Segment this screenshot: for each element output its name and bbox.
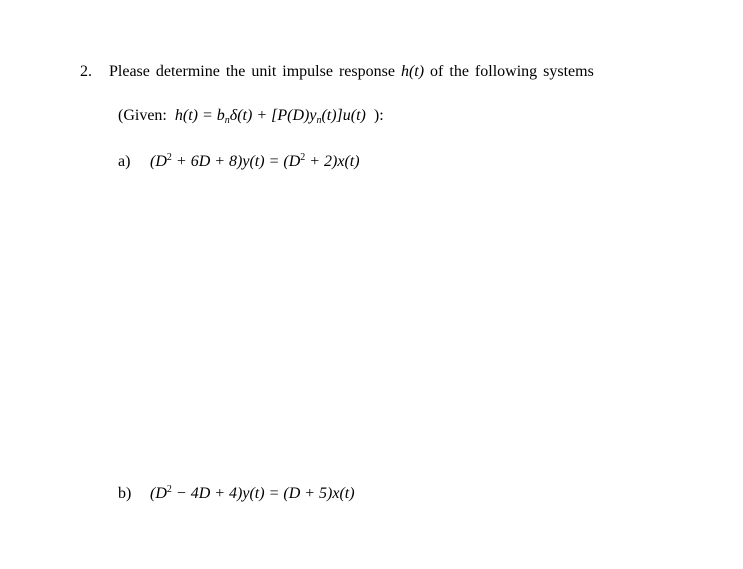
part-a-label: a) [118,153,131,170]
part-a-equation [150,152,360,172]
part-a-eq-p1: (D [150,153,167,170]
part-a-eq-exponent-1: 2 [166,152,172,163]
given-h-lhs: h(t) = b [174,107,225,124]
part-b-eq-p2: − 4D + 4)y(t) = (D + 5)x(t) [171,485,355,502]
part-b-equation [150,484,355,504]
given-y-subscript: n [316,115,322,126]
part-a-eq-exponent-2: 2 [300,152,306,163]
given-formula [118,106,384,126]
part-a-eq-p3: + 2)x(t) [305,153,360,170]
part-b-eq-p1: (D [150,485,167,502]
question-text-before: Please determine the unit impulse response [109,63,401,80]
part-b-eq-exponent-1: 2 [166,484,172,495]
impulse-response-symbol: h(t) [400,63,425,80]
given-open: (Given: [118,107,167,124]
part-b-label: b) [118,485,132,502]
given-tail: (t)]u(t) [321,107,366,124]
question-number: 2. [80,63,92,80]
given-delta-term: δ(t) + [P(D)y [229,107,317,124]
given-close: ): [373,107,384,124]
question-text-after: of the following systems [424,63,594,80]
question-text [109,62,594,82]
given-b-subscript: n [224,115,230,126]
part-a-eq-p2: + 6D + 8)y(t) = (D [171,153,301,170]
